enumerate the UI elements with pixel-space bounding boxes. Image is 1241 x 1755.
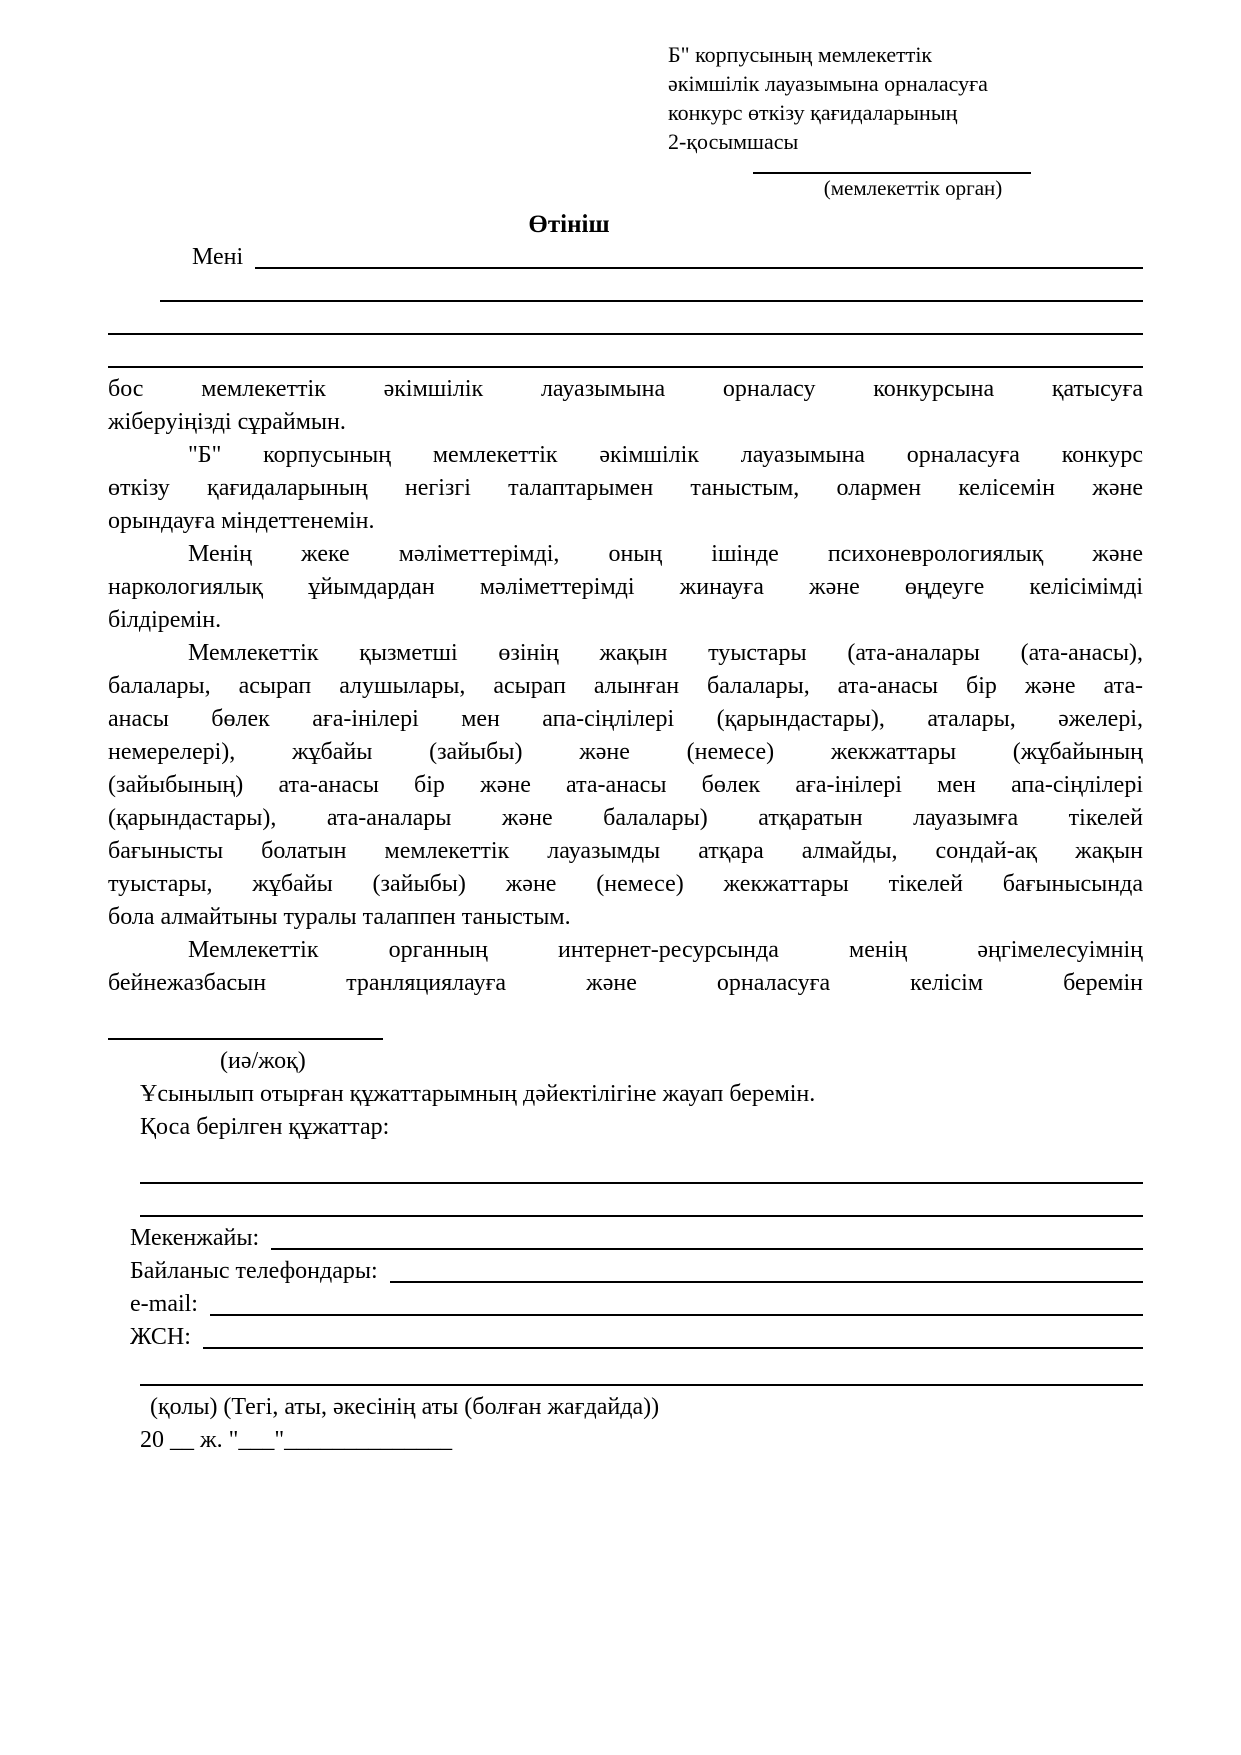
body-text-line: орындауға міндеттенемін. [108,508,375,534]
video-consent-blank-row [108,1012,1143,1045]
body-text-line: немерелері), жұбайы (зайыбы) және (немесе) жекжаттары (жұбайының [108,739,1143,765]
body-text-line: (қарындастары), ата-аналары және балалары) атқаратын лауазымға тікелей [108,805,1143,831]
state-organ-signature-block [753,172,1031,203]
state-organ-caption: (мемлекеттік орган) [823,176,1003,200]
email-blank-line [210,1288,1143,1316]
applicant-name-blank-row [108,307,1143,340]
body-text-line: Мемлекеттік органның интернет-ресурсында менің әңгімелесуімнің [188,937,1143,963]
yes-no-blank-line [108,1038,383,1040]
applicant-name-label: Мені [192,244,244,270]
phones-blank-line [390,1255,1143,1283]
signature-blank-line [140,1384,1143,1386]
fill-in-blank-line [140,1182,1143,1184]
attached-documents-blank-row [108,1189,1143,1222]
body-text-line: "Б" корпусының мемлекеттік әкімшілік лауазымына орналасуға конкурс [188,442,1143,468]
body-text-line: наркологиялық ұйымдардан мәліметтерімді жинауға және өңдеуге келісімімді [108,574,1143,600]
annex-note-line: Б" корпусының мемлекеттік [668,42,933,67]
document-title: Өтініш [528,211,610,238]
fill-in-blank-line [108,333,1143,335]
applicant-name-blank-row [108,274,1143,307]
email-field-row [130,1288,1143,1321]
fill-in-blank-line [108,366,1143,368]
annex-note-line: әкімшілік лауазымына орналасуға [668,71,988,96]
authenticity-statement: Ұсынылып отырған құжаттарымның дәйектілігіне жауап беремін. [140,1081,816,1107]
body-text-line: Менің жеке мәліметтерімді, оның ішінде психоневрологиялық және [188,541,1143,567]
annex-note-line: 2-қосымшасы [668,129,799,154]
phones-label: Байланыс телефондары: [130,1258,378,1284]
phones-field-row [130,1255,1143,1288]
iin-blank-line [203,1321,1143,1349]
body-text-line: Мемлекеттік қызметші өзінің жақын туыстары (ата-аналары (ата-анасы), [188,640,1143,666]
date-line: 20 __ ж. "___"______________ [140,1427,453,1453]
body-text-line: өткізу қағидаларының негізгі талаптарымен таныстым, олармен келісемін және [108,475,1143,501]
applicant-name-blank-line [255,241,1143,269]
iin-field-row [130,1321,1143,1354]
body-text-line: білдіремін. [108,607,222,633]
annex-note [668,40,1143,156]
signature-blank-row [108,1358,1143,1391]
body-text-line: бос мемлекеттік әкімшілік лауазымына орналасу конкурсына қатысуға [108,376,1143,402]
fill-in-blank-line [140,1215,1143,1217]
body-text-line: балалары, асырап алушылары, асырап алынған балалары, ата-анасы бір және ата- [108,673,1143,699]
address-field-row [130,1222,1143,1255]
attached-documents-blank-row [108,1156,1143,1189]
address-blank-line [271,1222,1143,1250]
body-text-line: туыстары, жұбайы (зайыбы) және (немесе) жекжаттары тікелей бағынысында [108,871,1143,897]
iin-label: ЖСН: [130,1324,191,1350]
body-text-line: бағынысты болатын мемлекеттік лауазымды атқара алмайды, сондай-ақ жақын [108,838,1143,864]
body-text-line: бейнежазбасын транляциялауға және орналасуға келісім беремін [108,970,1143,996]
applicant-name-row [108,241,1143,274]
yes-no-caption: (иә/жоқ) [220,1048,306,1074]
annex-note-line: конкурс өткізу қағидаларының [668,100,958,125]
applicant-name-blank-row [108,340,1143,373]
signature-caption: (қолы) (Тегі, аты, әкесінің аты (болған жағдайда)) [150,1394,660,1420]
body-text-line: (зайыбының) ата-анасы бір және ата-анасы бөлек аға-інілері мен апа-сіңлілері [108,772,1143,798]
fill-in-blank-line [160,300,1143,302]
body-text-line: анасы бөлек аға-інілері мен апа-сіңлілері (қарындастары), аталары, әжелері, [108,706,1143,732]
attached-documents-label: Қоса берілген құжаттар: [140,1114,390,1140]
body-text-line: бола алмайтыны туралы талаппен таныстым. [108,904,571,930]
email-label: e-mail: [130,1291,198,1317]
body-text-line: жіберуіңізді сұраймын. [108,409,346,435]
address-label: Мекенжайы: [130,1225,260,1251]
application-body-text [108,373,1143,1000]
